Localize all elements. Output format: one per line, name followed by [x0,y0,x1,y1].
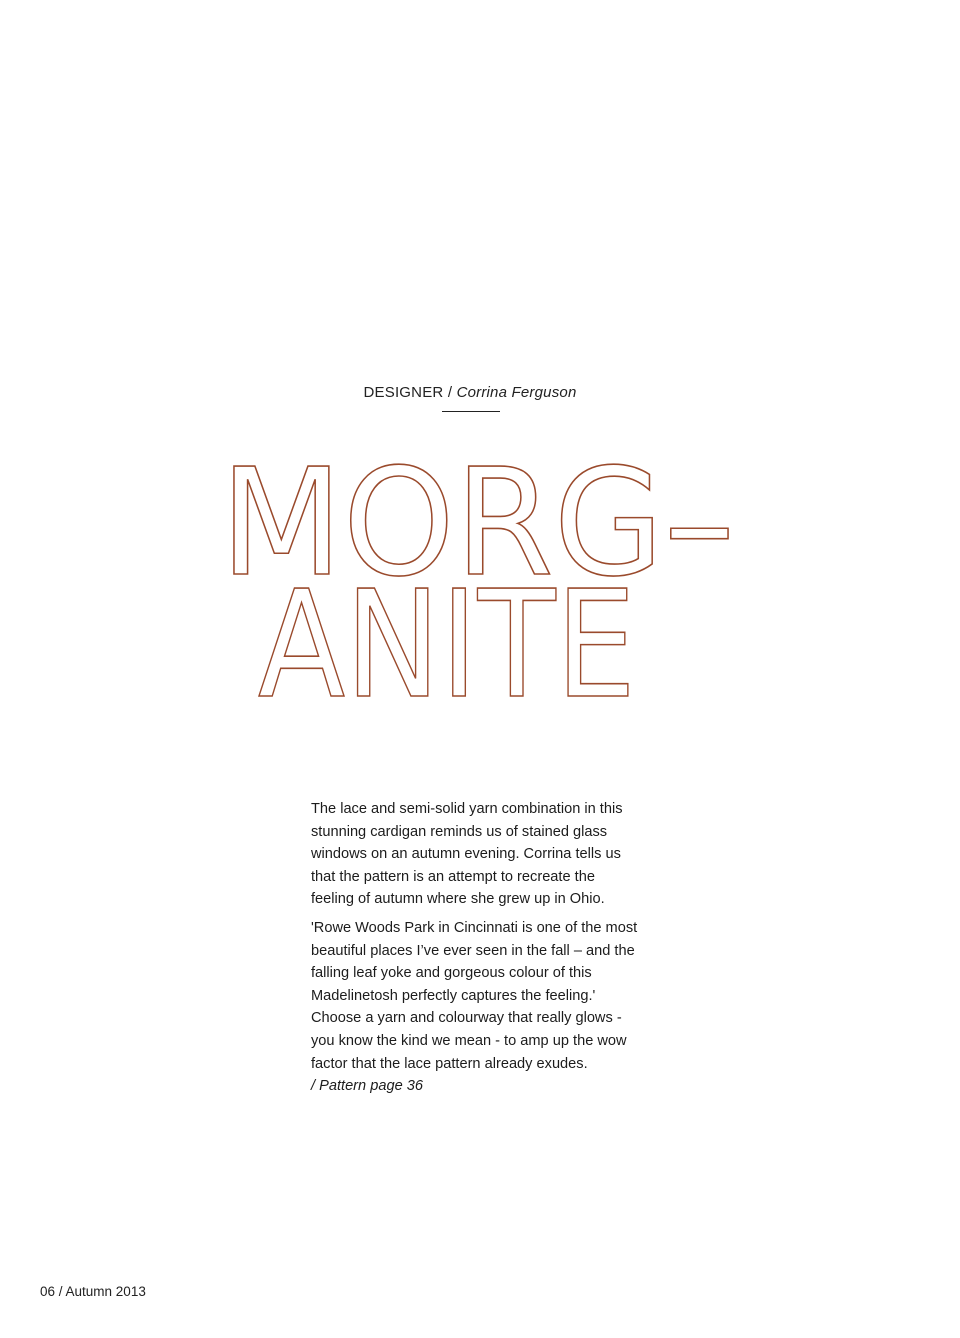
body-paragraph-1: The lace and semi-solid yarn combination in this stunning cardigan reminds us of stained glass windows on an autumn evening. Corrina tells us that the pattern is an attempt to recreate the feeling of autumn where she grew up in Ohio. [311,801,623,908]
designer-credit [0,384,940,401]
designer-label: DESIGNER / [363,384,453,401]
article-title [200,450,760,740]
designer-underline [442,411,500,412]
body-paragraph-2 [311,917,641,1098]
body-paragraph-2-text: 'Rowe Woods Park in Cincinnati is one of the most beautiful places I’ve ever seen in the fall – and the falling leaf yoke and gorgeous colour of this Madelinetosh perfectly captures the feeling.' Choose a yarn and colourway that really glows - you know the kind we mean - to amp up the wow factor that the lace pattern already exudes. [311,919,638,1072]
title-line-1: MORG– [220,450,735,609]
title-line-2: ANITE [258,559,636,731]
page-folio: 06 / Autumn 2013 [40,1284,146,1299]
article-body [311,798,641,1104]
designer-name: Corrina Ferguson [456,384,577,401]
pattern-page-reference: / Pattern page 36 [311,1078,423,1095]
